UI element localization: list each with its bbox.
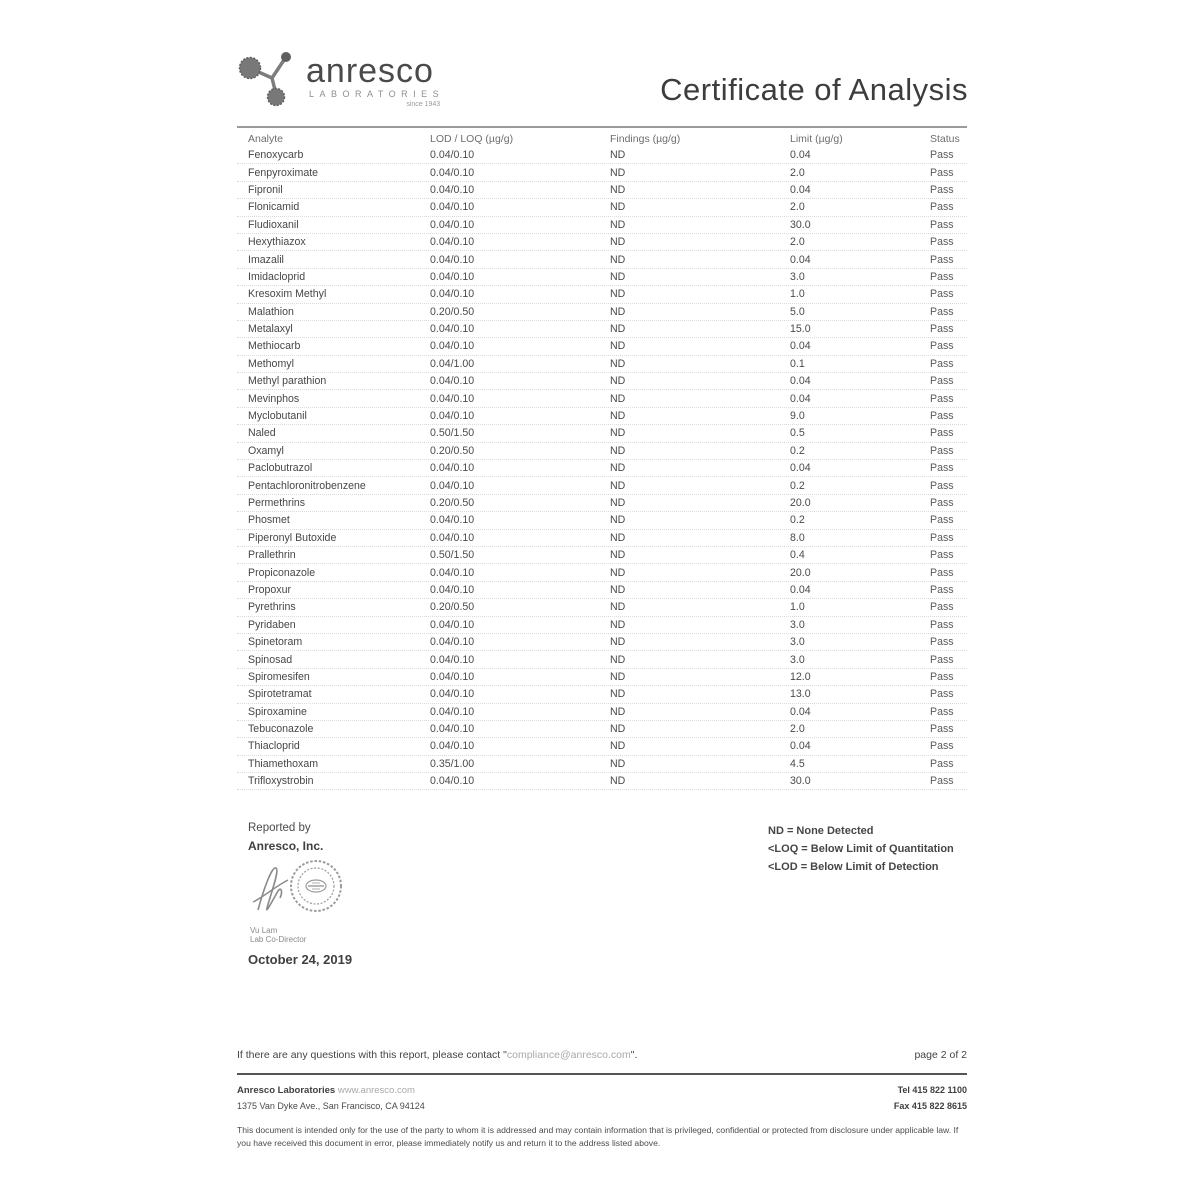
cell-analyte: Trifloxystrobin <box>248 775 314 788</box>
cell-status: Pass <box>930 618 954 631</box>
cell-limit: 3.0 <box>790 636 805 649</box>
cell-status: Pass <box>930 705 954 718</box>
col-header-findings: Findings (µg/g) <box>610 132 681 145</box>
cell-analyte: Pentachloronitrobenzene <box>248 479 366 492</box>
table-row <box>237 286 967 303</box>
cell-lod_loq: 0.20/0.50 <box>430 444 475 457</box>
report-date: October 24, 2019 <box>248 952 353 967</box>
cell-analyte: Metalaxyl <box>248 323 293 336</box>
cell-findings: ND <box>610 340 626 353</box>
cell-analyte: Paclobutrazol <box>248 462 313 475</box>
cell-limit: 2.0 <box>790 723 805 736</box>
table-row <box>237 269 967 286</box>
cell-limit: 30.0 <box>790 775 811 788</box>
cell-findings: ND <box>610 705 626 718</box>
table-row <box>237 356 967 373</box>
cell-lod_loq: 0.04/0.10 <box>430 705 475 718</box>
cell-lod_loq: 0.04/0.10 <box>430 740 475 753</box>
cell-lod_loq: 0.35/1.00 <box>430 757 475 770</box>
cell-lod_loq: 0.04/0.10 <box>430 531 475 544</box>
table-row <box>237 425 967 442</box>
cell-limit: 30.0 <box>790 218 811 231</box>
table-row <box>237 251 967 268</box>
contact-suffix: ". <box>630 1049 638 1061</box>
table-row <box>237 617 967 634</box>
reported-by-company: Anresco, Inc. <box>248 839 324 853</box>
table-row <box>237 738 967 755</box>
col-header-lod-loq: LOD / LOQ (µg/g) <box>430 132 514 145</box>
cell-limit: 2.0 <box>790 166 805 179</box>
contact-prefix: If there are any questions with this report, please contact " <box>237 1049 507 1061</box>
col-header-status: Status <box>930 132 960 145</box>
table-row <box>237 669 967 686</box>
results-table <box>237 126 967 790</box>
cell-status: Pass <box>930 636 954 649</box>
col-header-analyte: Analyte <box>248 132 284 145</box>
cell-analyte: Mevinphos <box>248 392 300 405</box>
cell-lod_loq: 0.04/0.10 <box>430 340 475 353</box>
footer-contact-line <box>237 1049 967 1061</box>
cell-limit: 20.0 <box>790 497 811 509</box>
cell-findings: ND <box>610 218 626 231</box>
footer-company <box>237 1085 415 1096</box>
cell-findings: ND <box>610 601 626 614</box>
cell-lod_loq: 0.04/0.10 <box>430 149 475 162</box>
cell-limit: 0.04 <box>790 183 811 196</box>
table-row <box>237 564 967 581</box>
cell-lod_loq: 0.04/0.10 <box>430 253 475 266</box>
cell-status: Pass <box>930 340 954 353</box>
signer-name: Vu Lam <box>250 926 278 935</box>
footer-disclaimer: This document is intended only for the use of the party to whom it is addressed and may contain information that is privileged, confidential or protected from disclosure under applicable law. If you have received this document in error, please immediately notify us and return it to the address listed above. <box>237 1125 959 1148</box>
cell-limit: 0.1 <box>790 357 805 370</box>
legend-lod: <LOD = Below Limit of Detection <box>768 861 939 873</box>
cell-lod_loq: 0.04/0.10 <box>430 183 475 196</box>
table-row <box>237 338 967 355</box>
cell-lod_loq: 0.20/0.50 <box>430 601 475 614</box>
cell-lod_loq: 0.04/0.10 <box>430 618 475 631</box>
footer-address-line <box>237 1101 967 1111</box>
cell-status: Pass <box>930 583 954 596</box>
cell-status: Pass <box>930 723 954 736</box>
footer-address: 1375 Van Dyke Ave., San Francisco, CA 94124 <box>237 1101 425 1111</box>
cell-findings: ND <box>610 514 626 527</box>
cell-lod_loq: 0.04/0.10 <box>430 166 475 179</box>
cell-analyte: Spirotetramat <box>248 688 312 701</box>
cell-lod_loq: 0.04/0.10 <box>430 636 475 649</box>
cell-analyte: Kresoxim Methyl <box>248 288 327 301</box>
cell-lod_loq: 0.04/0.10 <box>430 288 475 301</box>
reported-by-block <box>248 822 323 853</box>
cell-status: Pass <box>930 166 954 179</box>
cell-limit: 13.0 <box>790 688 811 701</box>
cell-status: Pass <box>930 410 954 423</box>
cell-status: Pass <box>930 218 954 231</box>
cell-status: Pass <box>930 601 954 614</box>
contact-email-link[interactable]: compliance@anresco.com <box>506 1049 631 1061</box>
table-row <box>237 373 967 390</box>
footer-fax: Fax 415 822 8615 <box>893 1101 967 1111</box>
cell-status: Pass <box>930 497 954 509</box>
table-row <box>237 547 967 564</box>
contact-sentence <box>237 1049 637 1061</box>
cell-analyte: Spiromesifen <box>248 670 310 683</box>
cell-lod_loq: 0.50/1.50 <box>430 549 475 562</box>
cell-lod_loq: 0.04/0.10 <box>430 514 475 527</box>
cell-findings: ND <box>610 444 626 457</box>
table-row <box>237 773 967 790</box>
cell-limit: 0.2 <box>790 479 805 492</box>
cell-status: Pass <box>930 236 954 249</box>
cell-analyte: Naled <box>248 427 276 440</box>
cell-findings: ND <box>610 270 626 283</box>
cell-status: Pass <box>930 305 954 318</box>
cell-analyte: Pyrethrins <box>248 601 296 614</box>
cell-analyte: Imazalil <box>248 253 284 266</box>
signature-block <box>250 858 410 944</box>
table-body <box>237 147 967 790</box>
cell-status: Pass <box>930 392 954 405</box>
cell-findings: ND <box>610 183 626 196</box>
logo-tagline: since 1943 <box>406 101 441 108</box>
cell-limit: 3.0 <box>790 618 805 631</box>
cell-findings: ND <box>610 723 626 736</box>
footer-company-line <box>237 1085 967 1096</box>
cell-findings: ND <box>610 775 626 788</box>
cell-analyte: Fludioxanil <box>248 218 299 231</box>
cell-findings: ND <box>610 497 626 509</box>
table-header-row <box>237 128 967 147</box>
table-row <box>237 599 967 616</box>
cell-findings: ND <box>610 392 626 405</box>
cell-lod_loq: 0.04/0.10 <box>430 566 475 579</box>
cell-limit: 0.04 <box>790 375 811 388</box>
signature-and-stamp-icon <box>250 858 370 920</box>
cell-findings: ND <box>610 479 626 492</box>
cell-status: Pass <box>930 323 954 336</box>
legend-loq: <LOQ = Below Limit of Quantitation <box>768 843 954 855</box>
cell-analyte: Spinetoram <box>248 636 303 649</box>
col-header-limit: Limit (µg/g) <box>790 132 843 145</box>
table-row <box>237 321 967 338</box>
cell-status: Pass <box>930 270 954 283</box>
cell-limit: 0.04 <box>790 340 811 353</box>
cell-status: Pass <box>930 183 954 196</box>
abbreviation-legend <box>768 822 954 876</box>
table-row <box>237 217 967 234</box>
cell-findings: ND <box>610 566 626 579</box>
cell-status: Pass <box>930 549 954 562</box>
molecule-icon <box>238 48 302 114</box>
table-row <box>237 234 967 251</box>
page-title: Certificate of Analysis <box>660 72 968 107</box>
cell-findings: ND <box>610 740 626 753</box>
legend-nd: ND = None Detected <box>768 825 874 837</box>
cell-findings: ND <box>610 670 626 683</box>
table-row <box>237 686 967 703</box>
cell-findings: ND <box>610 757 626 770</box>
cell-analyte: Phosmet <box>248 514 290 527</box>
footer-company-name: Anresco Laboratories <box>237 1085 336 1096</box>
footer-website[interactable]: www.anresco.com <box>337 1085 415 1096</box>
table-row <box>237 721 967 738</box>
cell-findings: ND <box>610 305 626 318</box>
table-row <box>237 704 967 721</box>
table-row <box>237 304 967 321</box>
cell-limit: 0.04 <box>790 705 811 718</box>
logo-subtitle: LABORATORIES <box>309 89 445 99</box>
cell-limit: 5.0 <box>790 305 805 318</box>
cell-status: Pass <box>930 757 954 770</box>
cell-lod_loq: 0.04/0.10 <box>430 410 475 423</box>
cell-limit: 0.5 <box>790 427 805 440</box>
cell-lod_loq: 0.20/0.50 <box>430 305 475 318</box>
cell-findings: ND <box>610 357 626 370</box>
cell-limit: 0.04 <box>790 740 811 753</box>
cell-analyte: Fenpyroximate <box>248 166 319 179</box>
table-row <box>237 530 967 547</box>
reported-by-label: Reported by <box>248 822 311 834</box>
cell-limit: 2.0 <box>790 201 805 214</box>
cell-findings: ND <box>610 375 626 388</box>
cell-analyte: Hexythiazox <box>248 236 306 249</box>
cell-lod_loq: 0.04/0.10 <box>430 218 475 231</box>
cell-lod_loq: 0.04/0.10 <box>430 653 475 666</box>
cell-limit: 20.0 <box>790 566 811 579</box>
cell-limit: 0.04 <box>790 149 811 162</box>
table-row <box>237 477 967 494</box>
signer-title: Lab Co-Director <box>250 935 307 944</box>
cell-lod_loq: 0.04/0.10 <box>430 583 475 596</box>
footer-tel: Tel 415 822 1100 <box>897 1085 967 1095</box>
cell-status: Pass <box>930 149 954 162</box>
cell-analyte: Spinosad <box>248 653 293 666</box>
cell-findings: ND <box>610 288 626 301</box>
table-row <box>237 199 967 216</box>
table-row <box>237 460 967 477</box>
cell-analyte: Pyridaben <box>248 618 296 631</box>
cell-lod_loq: 0.04/0.10 <box>430 479 475 492</box>
cell-limit: 12.0 <box>790 670 811 683</box>
cell-limit: 0.2 <box>790 444 805 457</box>
cell-analyte: Propoxur <box>248 583 291 596</box>
cell-limit: 0.04 <box>790 462 811 475</box>
table-row <box>237 147 967 164</box>
cell-lod_loq: 0.04/0.10 <box>430 392 475 405</box>
cell-analyte: Oxamyl <box>248 444 284 457</box>
anresco-logo <box>238 48 444 114</box>
cell-limit: 4.5 <box>790 757 805 770</box>
cell-status: Pass <box>930 462 954 475</box>
cell-findings: ND <box>610 201 626 214</box>
cell-status: Pass <box>930 201 954 214</box>
cell-findings: ND <box>610 462 626 475</box>
cell-limit: 2.0 <box>790 236 805 249</box>
cell-lod_loq: 0.04/0.10 <box>430 270 475 283</box>
cell-status: Pass <box>930 444 954 457</box>
cell-lod_loq: 0.04/0.10 <box>430 723 475 736</box>
cell-status: Pass <box>930 288 954 301</box>
cell-analyte: Tebuconazole <box>248 723 314 736</box>
footer-divider <box>237 1073 967 1075</box>
cell-limit: 8.0 <box>790 531 805 544</box>
cell-lod_loq: 0.20/0.50 <box>430 497 475 509</box>
cell-lod_loq: 0.04/0.10 <box>430 375 475 388</box>
cell-lod_loq: 0.04/0.10 <box>430 670 475 683</box>
cell-limit: 1.0 <box>790 288 805 301</box>
cell-lod_loq: 0.04/1.00 <box>430 357 475 370</box>
cell-limit: 0.4 <box>790 549 805 562</box>
cell-findings: ND <box>610 636 626 649</box>
cell-findings: ND <box>610 531 626 544</box>
cell-analyte: Permethrins <box>248 497 306 509</box>
table-row <box>237 390 967 407</box>
cell-analyte: Flonicamid <box>248 201 300 214</box>
cell-status: Pass <box>930 253 954 266</box>
cell-findings: ND <box>610 427 626 440</box>
cell-status: Pass <box>930 670 954 683</box>
cell-analyte: Methyl parathion <box>248 375 327 388</box>
table-row <box>237 495 967 512</box>
cell-analyte: Fipronil <box>248 183 283 196</box>
table-row <box>237 582 967 599</box>
cell-limit: 1.0 <box>790 601 805 614</box>
cell-findings: ND <box>610 688 626 701</box>
table-row <box>237 443 967 460</box>
cell-findings: ND <box>610 166 626 179</box>
cell-limit: 0.04 <box>790 583 811 596</box>
table-row <box>237 164 967 181</box>
table-row <box>237 651 967 668</box>
cell-findings: ND <box>610 583 626 596</box>
cell-analyte: Fenoxycarb <box>248 149 304 162</box>
cell-findings: ND <box>610 253 626 266</box>
cell-analyte: Malathion <box>248 305 294 318</box>
cell-status: Pass <box>930 775 954 788</box>
cell-status: Pass <box>930 427 954 440</box>
cell-status: Pass <box>930 740 954 753</box>
cell-findings: ND <box>610 653 626 666</box>
cell-lod_loq: 0.04/0.10 <box>430 688 475 701</box>
cell-limit: 0.04 <box>790 253 811 266</box>
cell-analyte: Spiroxamine <box>248 705 307 718</box>
cell-findings: ND <box>610 149 626 162</box>
table-row <box>237 756 967 773</box>
cell-limit: 9.0 <box>790 410 805 423</box>
cell-status: Pass <box>930 514 954 527</box>
cell-analyte: Imidacloprid <box>248 270 306 283</box>
cell-analyte: Prallethrin <box>248 549 296 562</box>
cell-lod_loq: 0.04/0.10 <box>430 323 475 336</box>
page-number: page 2 of 2 <box>914 1049 967 1061</box>
logo-wordmark: anresco <box>306 52 434 90</box>
cell-status: Pass <box>930 375 954 388</box>
cell-analyte: Thiamethoxam <box>248 757 319 770</box>
cell-analyte: Thiacloprid <box>248 740 300 753</box>
cell-limit: 15.0 <box>790 323 811 336</box>
cell-analyte: Propiconazole <box>248 566 316 579</box>
cell-status: Pass <box>930 653 954 666</box>
cell-analyte: Methiocarb <box>248 340 301 353</box>
cell-limit: 3.0 <box>790 270 805 283</box>
cell-status: Pass <box>930 479 954 492</box>
cell-findings: ND <box>610 549 626 562</box>
cell-findings: ND <box>610 323 626 336</box>
cell-lod_loq: 0.04/0.10 <box>430 236 475 249</box>
table-row <box>237 512 967 529</box>
cell-limit: 0.2 <box>790 514 805 527</box>
cell-analyte: Myclobutanil <box>248 410 307 423</box>
cell-status: Pass <box>930 566 954 579</box>
cell-limit: 3.0 <box>790 653 805 666</box>
cell-analyte: Methomyl <box>248 357 294 370</box>
table-row <box>237 408 967 425</box>
cell-analyte: Piperonyl Butoxide <box>248 531 337 544</box>
cell-status: Pass <box>930 688 954 701</box>
cell-status: Pass <box>930 531 954 544</box>
cell-lod_loq: 0.04/0.10 <box>430 775 475 788</box>
cell-lod_loq: 0.50/1.50 <box>430 427 475 440</box>
table-row <box>237 634 967 651</box>
cell-status: Pass <box>930 357 954 370</box>
cell-limit: 0.04 <box>790 392 811 405</box>
cell-lod_loq: 0.04/0.10 <box>430 462 475 475</box>
cell-findings: ND <box>610 236 626 249</box>
cell-lod_loq: 0.04/0.10 <box>430 201 475 214</box>
cell-findings: ND <box>610 410 626 423</box>
cell-findings: ND <box>610 618 626 631</box>
table-row <box>237 182 967 199</box>
